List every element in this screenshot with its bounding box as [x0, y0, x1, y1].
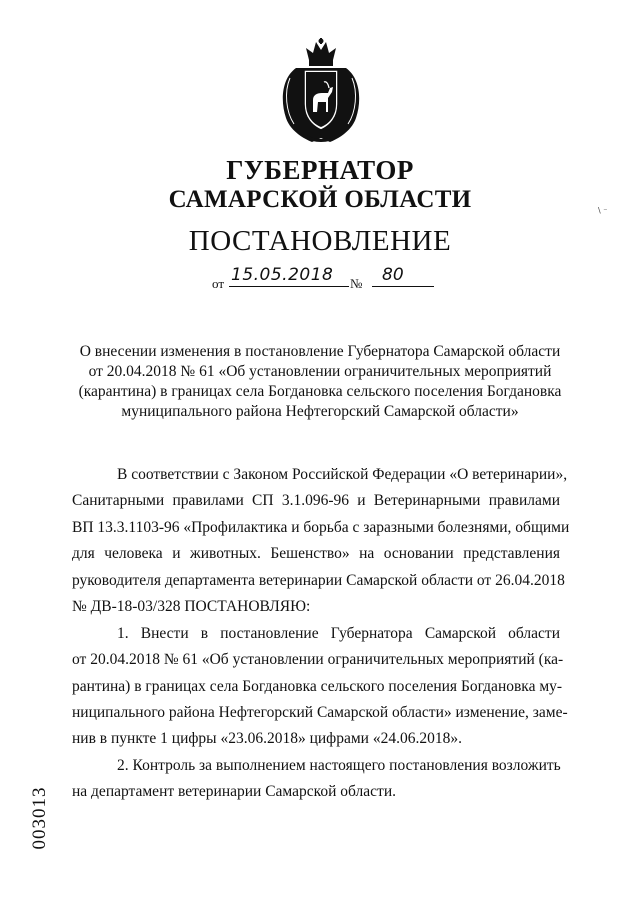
body-line: Санитарными правилами СП 3.1.096-96 и Ветеринарными правилами	[72, 492, 560, 509]
issuer-title-line2: САМАРСКОЙ ОБЛАСТИ	[168, 186, 472, 213]
body-line: ВП 13.3.1103-96 «Профилактика и борьба с заразными болезнями, общими	[72, 519, 570, 536]
body-line: 1. Внести в постановление Губернатора Самарской области	[117, 625, 560, 642]
document-subject	[70, 342, 570, 422]
body-line: от 20.04.2018 № 61 «Об установлении ограничительных мероприятий (ка-	[72, 651, 564, 668]
body-line: 2. Контроль за выполнением настоящего постановления возложить	[117, 757, 561, 774]
issuer-title-line1: ГУБЕРНАТОР	[226, 155, 414, 185]
body-line: рантина) в границах села Богдановка сельского поселения Богдановка му-	[72, 678, 563, 695]
number-value: 80	[382, 265, 404, 285]
serial-number: 003013	[29, 786, 50, 850]
body-line: № ДВ-18-03/328 ПОСТАНОВЛЯЮ:	[72, 598, 311, 615]
margin-mark: \ ⁻	[598, 206, 608, 215]
body-line: на департамент ветеринарии Самарской области.	[72, 783, 396, 800]
number-field	[372, 265, 434, 287]
date-field	[229, 265, 349, 287]
body-line: для человека и животных. Бешенство» на основании представления	[72, 545, 560, 562]
date-value: 15.05.2018	[231, 265, 334, 285]
body-line: ниципального района Нефтегорский Самарской области» изменение, заме-	[72, 704, 568, 721]
date-label: от	[212, 276, 225, 291]
subject-line: О внесении изменения в постановление Губернатора Самарской области	[79, 343, 561, 360]
number-label: №	[350, 276, 363, 291]
subject-line: от 20.04.2018 № 61 «Об установлении ограничительных мероприятий	[88, 363, 552, 380]
body-line: В соответствии с Законом Российской Федерации «О ветеринарии»,	[117, 466, 568, 483]
coat-of-arms-emblem	[276, 38, 366, 146]
date-number-line	[212, 265, 432, 292]
subject-line: муниципального района Нефтегорский Самарской области»	[121, 403, 519, 420]
document-type-heading: ПОСТАНОВЛЕНИЕ	[188, 225, 452, 257]
body-line: руководителя департамента ветеринарии Самарской области от 26.04.2018	[72, 572, 565, 589]
body-line: нив в пункте 1 цифры «23.06.2018» цифрами «24.06.2018».	[72, 730, 462, 747]
subject-line: (карантина) в границах села Богдановка сельского поселения Богдановка	[78, 383, 562, 400]
